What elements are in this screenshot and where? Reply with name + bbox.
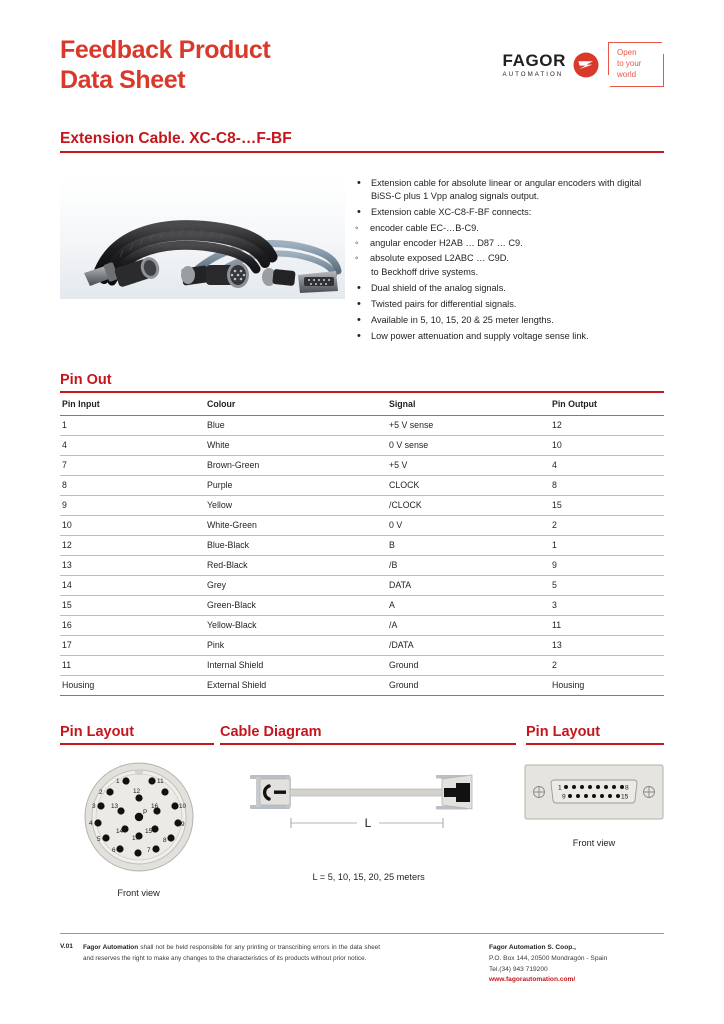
svg-text:17: 17 xyxy=(131,834,139,842)
svg-text:3: 3 xyxy=(91,802,96,810)
list-item: • Low power attenuation and supply voltage sense link. xyxy=(351,330,664,343)
fagor-wordmark xyxy=(503,52,599,78)
footer-columns xyxy=(60,943,664,986)
svg-text:8: 8 xyxy=(162,836,167,844)
svg-text:9: 9 xyxy=(180,820,185,828)
tagline-box xyxy=(608,42,664,87)
cell-pin-input: 1 xyxy=(60,415,205,435)
cell-colour: White-Green xyxy=(205,515,387,535)
svg-text:7: 7 xyxy=(146,846,151,854)
left-front-view-caption: Front view xyxy=(117,887,160,898)
cell-pin-input: 10 xyxy=(60,515,205,535)
tagline xyxy=(617,48,655,80)
circular-connector-column xyxy=(60,761,217,898)
feature-sublist xyxy=(351,222,664,265)
cell-pin-output: 2 xyxy=(550,515,664,535)
right-front-view-caption: Front view xyxy=(572,837,616,848)
product-section-header xyxy=(60,130,664,153)
company-address: P.O. Box 144, 20500 Mondragón - Spain xyxy=(489,954,608,962)
cell-colour: Red-Black xyxy=(205,555,387,575)
footer-contact-block xyxy=(489,943,664,986)
cell-pin-input: 11 xyxy=(60,655,205,675)
cell-pin-output: 13 xyxy=(550,635,664,655)
cell-pin-output: 1 xyxy=(550,535,664,555)
product-title-rule xyxy=(60,151,664,153)
circular-connector-diagram xyxy=(83,761,195,873)
tagline-line3: world xyxy=(617,69,637,79)
table-row xyxy=(60,575,664,595)
cell-colour: External Shield xyxy=(205,675,387,695)
dsub-connector-column xyxy=(524,761,664,848)
cable-diagram-title: Cable Diagram xyxy=(220,723,322,740)
cell-pin-input: 9 xyxy=(60,495,205,515)
cable-diagram-header xyxy=(220,724,516,745)
svg-text:16: 16 xyxy=(150,802,158,810)
table-row xyxy=(60,535,664,555)
pinout-title: Pin Out xyxy=(60,371,112,388)
disclaimer-body: shall not be held responsible for any printing or transcribing errors in the data sheet and reserves the right to make any changes to the characteristics of its products without prior notice. xyxy=(82,944,381,962)
cell-colour: Green-Black xyxy=(205,595,387,615)
list-item: • Extension cable XC-C8-F-BF connects: xyxy=(351,206,664,219)
table-row xyxy=(60,515,664,535)
cell-pin-output: 10 xyxy=(550,435,664,455)
dsub-pin-15-label: 15 xyxy=(621,793,629,801)
cell-colour: White xyxy=(205,435,387,455)
list-item: • Extension cable for absolute linear or angular encoders with digital BiSS-C plus 1 Vpp analog signals output. xyxy=(351,177,664,204)
list-item: • Twisted pairs for differential signals. xyxy=(351,298,664,311)
column-header: Pin Output xyxy=(550,393,664,416)
svg-text:14: 14 xyxy=(115,827,123,835)
feature-list-tail xyxy=(351,282,664,343)
feature-list xyxy=(351,177,664,220)
cell-signal: Ground xyxy=(387,655,550,675)
tagline-line1: Open xyxy=(617,48,637,57)
right-pinlayout-header xyxy=(526,724,664,745)
cell-pin-output: 15 xyxy=(550,495,664,515)
table-row xyxy=(60,475,664,495)
table-row xyxy=(60,635,664,655)
company-phone: Tel.(34) 943 719200 xyxy=(489,965,548,973)
length-symbol: L xyxy=(364,815,371,830)
cell-colour: Yellow-Black xyxy=(205,615,387,635)
cell-pin-output: 9 xyxy=(550,555,664,575)
extension-cable-photo xyxy=(60,179,345,299)
list-item: ◦ angular encoder H2AB … D87 … C9. xyxy=(351,237,664,251)
disclaimer-company: Fagor Automation xyxy=(82,944,139,952)
document-title xyxy=(60,36,270,95)
cell-pin-input: 15 xyxy=(60,595,205,615)
cell-pin-input: Housing xyxy=(60,675,205,695)
svg-text:12: 12 xyxy=(132,787,140,795)
pinout-table xyxy=(60,393,664,696)
cell-pin-output: 5 xyxy=(550,575,664,595)
svg-text:P: P xyxy=(142,808,147,816)
cell-pin-output: Housing xyxy=(550,675,664,695)
cable-assembly-diagram xyxy=(244,761,494,851)
fagor-logo xyxy=(503,36,664,87)
cell-pin-input: 8 xyxy=(60,475,205,495)
cable-length-note: L = 5, 10, 15, 20, 25 meters xyxy=(312,871,425,882)
table-row xyxy=(60,415,664,435)
footer-divider xyxy=(60,933,664,934)
right-pinlayout-rule xyxy=(526,743,664,745)
svg-text:13: 13 xyxy=(110,802,118,810)
svg-text:6: 6 xyxy=(111,846,116,854)
column-header: Pin Input xyxy=(60,393,205,416)
feature-bullets xyxy=(351,175,664,346)
page-footer xyxy=(60,933,664,986)
cable-diagram-rule xyxy=(220,743,516,745)
page-header xyxy=(60,0,664,100)
cell-signal: DATA xyxy=(387,575,550,595)
cell-signal: +5 V sense xyxy=(387,415,550,435)
cell-pin-output: 12 xyxy=(550,415,664,435)
cell-signal: A xyxy=(387,595,550,615)
disclaimer-text xyxy=(83,943,380,986)
svg-text:1: 1 xyxy=(115,777,120,785)
cell-pin-input: 12 xyxy=(60,535,205,555)
product-intro xyxy=(60,175,664,346)
cell-signal: /DATA xyxy=(387,635,550,655)
cell-pin-input: 7 xyxy=(60,455,205,475)
list-item: • Dual shield of the analog signals. xyxy=(351,282,664,295)
cell-signal: /A xyxy=(387,615,550,635)
cell-signal: /B xyxy=(387,555,550,575)
column-header: Signal xyxy=(387,393,550,416)
document-title-line1: Feedback Product xyxy=(60,36,271,64)
version-label: V.01 xyxy=(60,943,73,951)
cell-signal: 0 V xyxy=(387,515,550,535)
cell-signal: /CLOCK xyxy=(387,495,550,515)
brand-subtitle: AUTOMATION xyxy=(502,70,564,78)
product-photo-wrap xyxy=(60,175,345,346)
svg-text:2: 2 xyxy=(98,788,103,796)
company-name: Fagor Automation S. Coop., xyxy=(489,944,576,952)
list-item: • Available in 5, 10, 15, 20 & 25 meter lengths. xyxy=(351,314,664,327)
tagline-line2: to your xyxy=(617,58,642,68)
table-row xyxy=(60,555,664,575)
cell-colour: Blue-Black xyxy=(205,535,387,555)
table-header-row xyxy=(60,393,664,416)
cell-pin-output: 3 xyxy=(550,595,664,615)
pinout-table-body xyxy=(60,415,664,695)
cell-colour: Purple xyxy=(205,475,387,495)
svg-text:4: 4 xyxy=(88,819,93,827)
cell-pin-input: 17 xyxy=(60,635,205,655)
cell-pin-input: 13 xyxy=(60,555,205,575)
right-pinlayout-title: Pin Layout xyxy=(526,723,601,740)
diagram-section-headers xyxy=(60,724,664,745)
cell-pin-output: 4 xyxy=(550,455,664,475)
table-row xyxy=(60,615,664,635)
table-row xyxy=(60,675,664,695)
cell-pin-input: 14 xyxy=(60,575,205,595)
fagor-circle-mark xyxy=(573,52,599,78)
document-title-line2: Data Sheet xyxy=(60,65,186,94)
dsub-pin-8-label: 8 xyxy=(625,784,629,792)
sublist-tail: to Beckhoff drive systems. xyxy=(371,267,479,278)
left-pinlayout-title: Pin Layout xyxy=(60,723,135,740)
dsub-pin-9-label: 9 xyxy=(562,793,566,801)
cable-diagram-column xyxy=(223,761,514,882)
company-website[interactable]: www.fagorautomation.com/ xyxy=(489,976,576,984)
pinout-section-header xyxy=(60,372,664,393)
cell-colour: Pink xyxy=(205,635,387,655)
brand-name: FAGOR xyxy=(502,50,566,70)
left-pinlayout-header xyxy=(60,724,214,745)
product-title: Extension Cable. XC-C8-…F-BF xyxy=(60,130,292,147)
table-row xyxy=(60,595,664,615)
cell-signal: Ground xyxy=(387,675,550,695)
table-row xyxy=(60,655,664,675)
cell-signal: B xyxy=(387,535,550,555)
cell-pin-input: 16 xyxy=(60,615,205,635)
list-item: ◦ absolute exposed L2ABC … C9D. xyxy=(351,252,664,266)
cell-pin-output: 2 xyxy=(550,655,664,675)
cell-signal: CLOCK xyxy=(387,475,550,495)
svg-text:15: 15 xyxy=(144,827,152,835)
cell-colour: Yellow xyxy=(205,495,387,515)
cell-colour: Brown-Green xyxy=(205,455,387,475)
table-row xyxy=(60,435,664,455)
column-header: Colour xyxy=(205,393,387,416)
dsub-pin-1-label: 1 xyxy=(558,784,562,792)
svg-text:11: 11 xyxy=(156,777,164,785)
table-row xyxy=(60,455,664,475)
cell-colour: Grey xyxy=(205,575,387,595)
diagram-row xyxy=(60,761,664,898)
left-pinlayout-rule xyxy=(60,743,214,745)
fagor-text xyxy=(503,52,566,78)
cell-pin-output: 11 xyxy=(550,615,664,635)
dsub15-connector-diagram xyxy=(524,761,664,823)
cell-signal: +5 V xyxy=(387,455,550,475)
cell-colour: Internal Shield xyxy=(205,655,387,675)
footer-disclaimer-block xyxy=(60,943,380,986)
svg-text:5: 5 xyxy=(96,835,101,843)
svg-text:10: 10 xyxy=(178,802,186,810)
cell-pin-input: 4 xyxy=(60,435,205,455)
table-row xyxy=(60,495,664,515)
cell-colour: Blue xyxy=(205,415,387,435)
cell-pin-output: 8 xyxy=(550,475,664,495)
list-item: ◦ encoder cable EC-…B-C9. xyxy=(351,222,664,236)
cell-signal: 0 V sense xyxy=(387,435,550,455)
